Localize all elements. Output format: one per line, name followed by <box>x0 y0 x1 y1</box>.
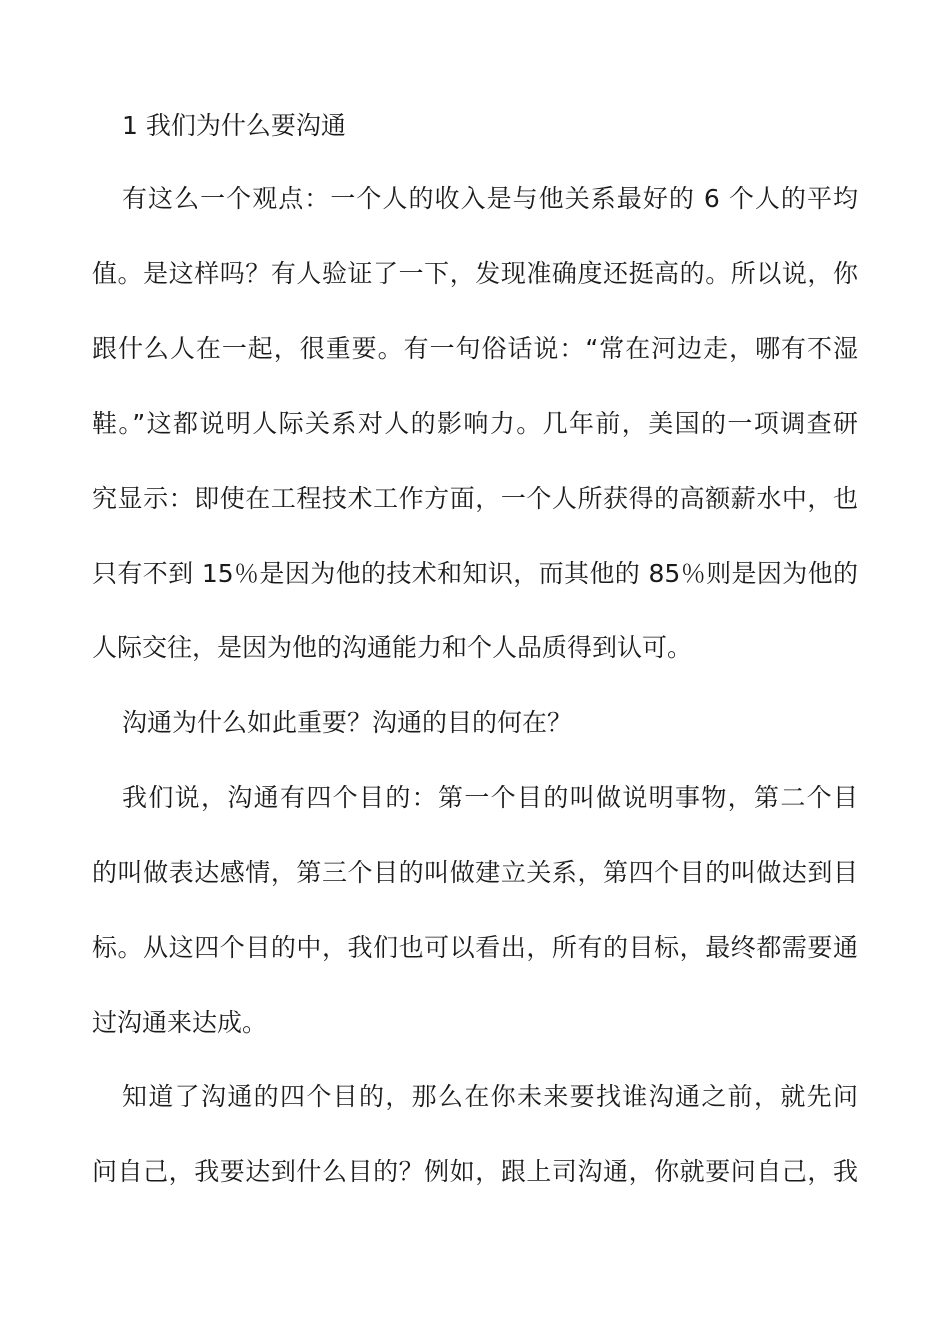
paragraph-line: 沟通为什么如此重要？沟通的目的何在？ <box>122 708 573 737</box>
paragraph-line: 的叫做表达感情，第三个目的叫做建立关系，第四个目的叫做达到目 <box>92 858 858 887</box>
paragraph-line: 究显示：即使在工程技术工作方面，一个人所获得的高额薪水中，也 <box>92 484 858 513</box>
paragraph-line: 只有不到 15％是因为他的技术和知识，而其他的 85％则是因为他的 <box>92 559 858 588</box>
paragraph-line: 问自己，我要达到什么目的？例如，跟上司沟通，你就要问自己，我 <box>92 1157 858 1186</box>
paragraph-line: 值。是这样吗？有人验证了一下，发现准确度还挺高的。所以说，你 <box>92 259 858 288</box>
paragraph-line: 有这么一个观点：一个人的收入是与他关系最好的 6 个人的平均 <box>122 184 858 213</box>
paragraph-line: 我们说，沟通有四个目的：第一个目的叫做说明事物，第二个目 <box>122 783 858 812</box>
paragraph-line: 跟什么人在一起，很重要。有一句俗话说：“常在河边走，哪有不湿 <box>92 334 858 363</box>
paragraph-line: 标。从这四个目的中，我们也可以看出，所有的目标，最终都需要通 <box>92 933 858 962</box>
paragraph-line: 知道了沟通的四个目的，那么在你未来要找谁沟通之前，就先问 <box>122 1082 858 1111</box>
paragraph-line: 人际交往，是因为他的沟通能力和个人品质得到认可。 <box>92 633 693 662</box>
paragraph-line: 过沟通来达成。 <box>92 1008 268 1037</box>
paragraph-line: 鞋。”这都说明人际关系对人的影响力。几年前，美国的一项调查研 <box>92 409 858 438</box>
section-heading: 1 我们为什么要沟通 <box>122 111 346 140</box>
